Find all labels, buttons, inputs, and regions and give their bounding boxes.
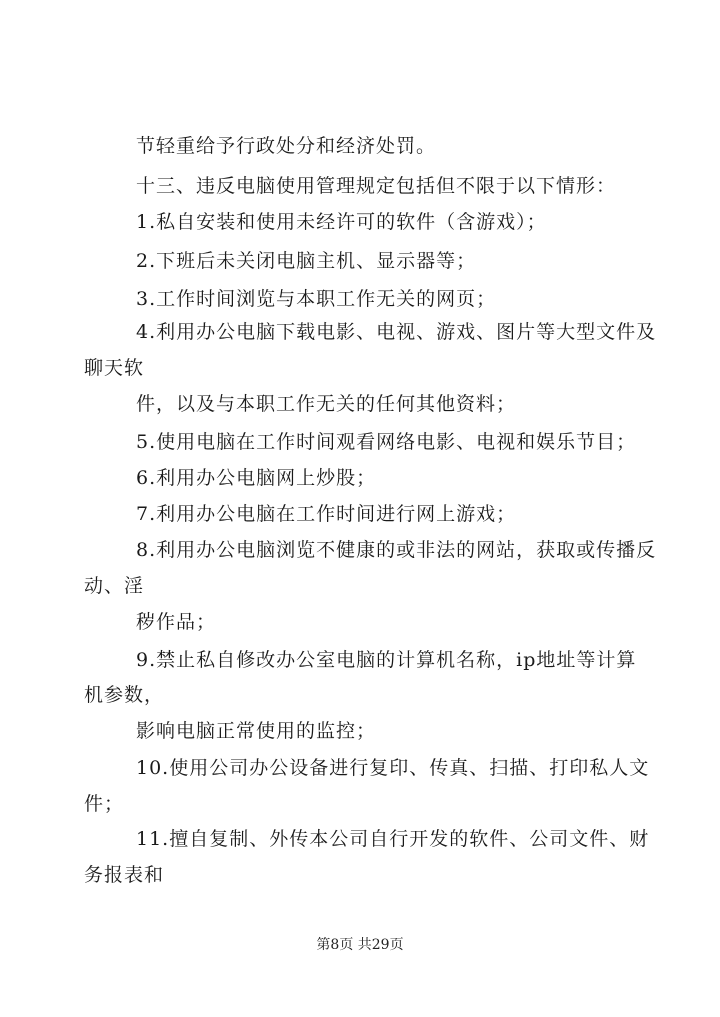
list-item-continuation: 秽作品； [136, 611, 217, 633]
list-item-continuation: 件； [84, 793, 125, 815]
list-item-continuation: 动、淫 [84, 575, 145, 597]
list-item: 8.利用办公电脑浏览不健康的或非法的网站，获取或传播反 [136, 539, 657, 561]
list-item-continuation: 件，以及与本职工作无关的任何其他资料； [136, 393, 517, 415]
list-item-continuation: 聊天软 [84, 357, 145, 379]
list-item-continuation: 务报表和 [84, 864, 165, 886]
list-item: 3.工作时间浏览与本职工作无关的网页； [136, 288, 497, 310]
page-number-footer: 第8页 共29页 [316, 937, 404, 953]
list-item: 5.使用电脑在工作时间观看网络电影、电视和娱乐节目； [136, 431, 637, 453]
list-item: 11.擅自复制、外传本公司自行开发的软件、公司文件、财 [136, 828, 650, 850]
list-item: 9.禁止私自修改办公室电脑的计算机名称，ip地址等计算 [136, 649, 637, 671]
paragraph-line: 节轻重给予行政处分和经济处罚。 [136, 135, 437, 157]
list-item: 2.下班后未关闭电脑主机、显示器等； [136, 250, 477, 272]
list-item-continuation: 机参数， [84, 684, 165, 706]
list-item-continuation: 影响电脑正常使用的监控； [136, 720, 377, 742]
list-item: 7.利用办公电脑在工作时间进行网上游戏； [136, 503, 517, 525]
list-item: 6.利用办公电脑网上炒股； [136, 467, 377, 489]
list-item: 10.使用公司办公设备进行复印、传真、扫描、打印私人文 [136, 757, 650, 779]
section-heading: 十三、违反电脑使用管理规定包括但不限于以下情形： [136, 175, 617, 197]
list-item: 1.私自安装和使用未经许可的软件（含游戏）； [136, 211, 547, 233]
list-item: 4.利用办公电脑下载电影、电视、游戏、图片等大型文件及 [136, 321, 657, 343]
